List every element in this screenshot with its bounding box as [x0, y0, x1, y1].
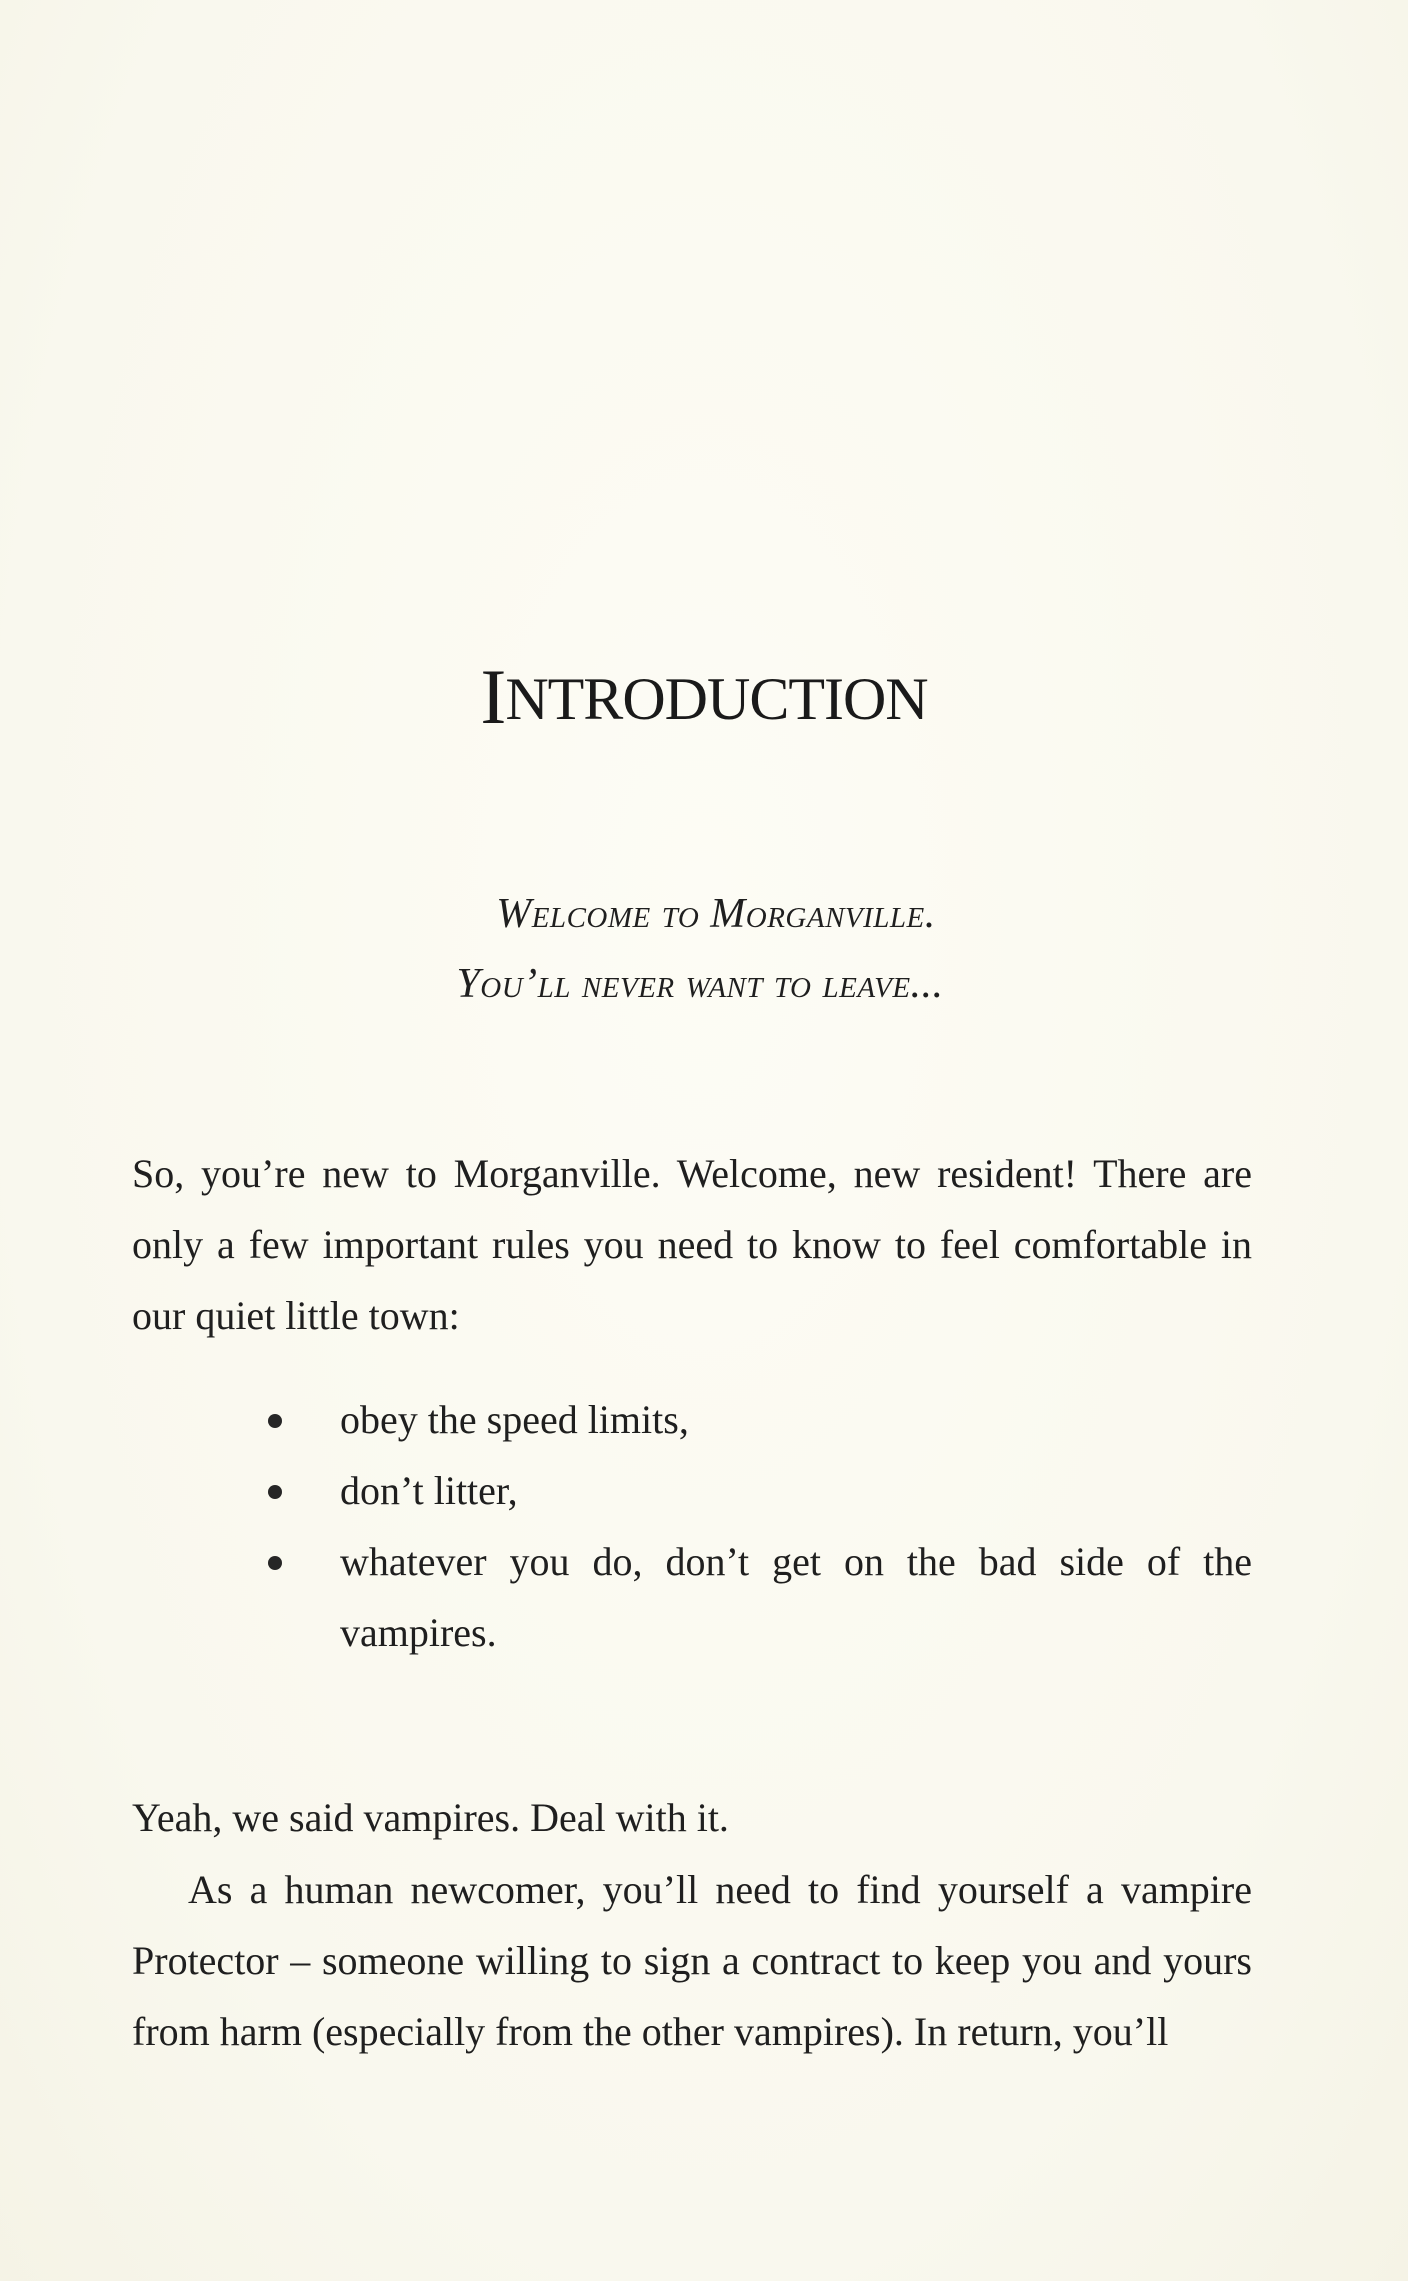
epigraph-line-2: You’ll never want to leave...	[456, 961, 944, 1007]
chapter-title-initial: I	[480, 653, 506, 741]
bullet-icon	[268, 1556, 282, 1570]
bullet-icon	[268, 1485, 282, 1499]
paragraph-vampires: Yeah, we said vampires. Deal with it.	[132, 1795, 729, 1840]
paragraph-protector: As a human newcomer, you’ll need to find yourself a vampire Protector – someone willing to sign a contract to keep you and yours from harm (especially from the other vampires). In return, you’ll	[132, 1867, 1252, 2054]
bullet-icon	[268, 1414, 282, 1428]
paragraph-intro: So, you’re new to Morganville. Welcome, new resident! There are only a few important rules you need to know to feel comfortable in our quiet little town:	[132, 1151, 1252, 1338]
list-item-text: whatever you do, don’t get on the bad side of the vampires.	[340, 1539, 1252, 1655]
chapter-title-rest: NTRODUCTION	[505, 666, 928, 733]
rules-list	[262, 1384, 1252, 1668]
list-item	[262, 1526, 1252, 1668]
list-item-text: don’t litter,	[340, 1468, 518, 1513]
list-item-text: obey the speed limits,	[340, 1397, 689, 1442]
epigraph-line-1: Welcome to Morganville.	[496, 891, 936, 937]
chapter-title	[0, 652, 1408, 742]
list-item	[262, 1455, 1252, 1526]
list-item	[262, 1384, 1252, 1455]
